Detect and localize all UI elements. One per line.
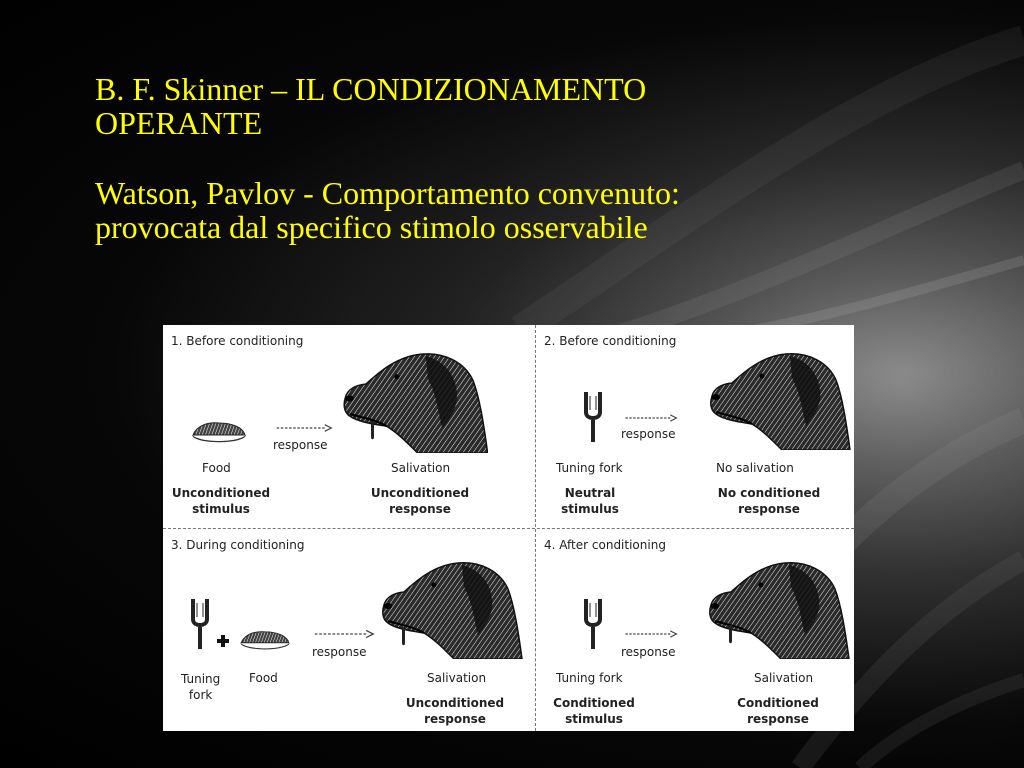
panel-title: 1. Before conditioning: [171, 334, 304, 348]
slide-text: [95, 72, 975, 244]
food-label: Food: [249, 671, 278, 685]
stimulus-caption: Neutral stimulus: [561, 486, 619, 516]
stimulus-caption: Unconditioned stimulus: [171, 486, 271, 516]
slide-body-line-2: provocata dal specifico stimolo osservabile: [95, 209, 648, 245]
stimulus-caption: Conditioned stimulus: [553, 696, 635, 726]
slide-title-line-1: B. F. Skinner – IL CONDIZIONAMENTO: [95, 71, 647, 107]
food-bowl-icon: [239, 630, 291, 652]
dog-icon: [709, 350, 851, 450]
panel-title: 3. During conditioning: [171, 538, 305, 552]
arrow-label: response: [273, 438, 328, 452]
saliva-drip-icon: [726, 625, 734, 645]
arrow-label: response: [621, 427, 676, 441]
stimulus-label: Tuning fork: [556, 671, 623, 685]
tuning-fork-icon: [581, 387, 605, 445]
dog-salivating-icon: [343, 350, 488, 453]
response-caption: Conditioned response: [737, 696, 819, 726]
food-bowl-icon: [191, 421, 247, 445]
arrow-icon: [275, 423, 333, 433]
arrow-icon: [624, 413, 678, 423]
tuning-fork-label: Tuning fork: [181, 672, 221, 702]
stimulus-label: Tuning fork: [556, 461, 623, 475]
arrow-icon: [313, 629, 375, 639]
panel-after-conditioning: [536, 529, 854, 731]
response-label: Salivation: [391, 461, 451, 475]
panel-during-conditioning: [163, 529, 535, 731]
tuning-fork-icon: [581, 595, 605, 651]
stimulus-label: Food: [202, 461, 231, 475]
response-caption: No conditioned response: [717, 486, 821, 516]
plus-icon: [217, 635, 229, 647]
arrow-icon: [624, 629, 678, 639]
slide-title-line-2: OPERANTE: [95, 105, 263, 141]
panel-title: 2. Before conditioning: [544, 334, 677, 348]
arrow-label: response: [312, 645, 367, 659]
slide-body-line-1: Watson, Pavlov - Comportamento convenuto:: [95, 175, 680, 211]
conditioning-diagram: [163, 325, 854, 731]
saliva-drip-icon: [399, 627, 407, 647]
saliva-drip-icon: [368, 421, 376, 441]
response-label: Salivation: [427, 671, 487, 685]
horizontal-divider: [163, 528, 854, 529]
response-caption: Unconditioned response: [370, 486, 470, 516]
panel-title: 4. After conditioning: [544, 538, 666, 552]
response-label: No salivation: [716, 461, 794, 475]
response-label: Salivation: [754, 671, 814, 685]
panel-before-conditioning-2: [536, 325, 854, 528]
panel-before-conditioning-1: [163, 325, 535, 528]
response-caption: Unconditioned response: [405, 696, 505, 726]
arrow-label: response: [621, 645, 676, 659]
tuning-fork-icon: [188, 595, 212, 651]
